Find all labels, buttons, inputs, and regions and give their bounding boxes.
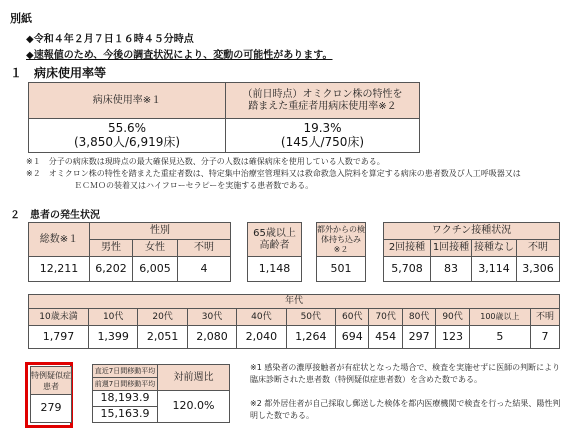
age-group-header: 70代 [369,309,402,326]
vaccine-2dose-header: 2回接種 [384,240,431,257]
vaccine-none-header: 接種なし [472,240,517,257]
elderly-header-line1: 65歳以上 [253,228,296,239]
patient-note-1-line1: ※1 感染者の濃厚接触者が有症状となった場合で、検査を実施せずに医師の判断により [250,363,561,372]
previous-average-value: 15,163.9 [93,407,158,423]
vaccine-unknown-value: 3,306 [517,257,560,282]
section1-title: １ 病床使用率等 [10,66,107,80]
age-table [28,294,560,349]
outside-header-line1: 都外からの検 [317,224,365,234]
vaccine-none-value: 3,114 [472,257,517,282]
age-group-header: 20代 [138,309,187,326]
bed-rate-header: 病床使用率※１ [29,83,226,119]
special-cases-header-line2: 患者 [43,381,59,391]
severe-bed-rate-header-line2: 踏まえた重症者用病床使用率※２ [248,100,397,112]
special-cases-header-line1: 特例疑似症 [31,370,71,380]
patient-note-2-line1: ※2 都外居住者が自己採取し郵送した検体を都内医療機関で検査を行った結果、陽性判 [250,399,561,408]
outside-header-line2: 体持ち込み [321,234,361,244]
recent-average-value: 18,193.9 [93,391,158,407]
age-group-value: 7 [531,326,560,349]
elderly-header [248,223,302,257]
male-header: 男性 [90,240,133,257]
moving-average-table [92,364,230,423]
age-group-header: 不明 [531,309,560,326]
age-group-value: 297 [402,326,435,349]
age-group-header: 90代 [436,309,469,326]
severe-bed-rate-cell [226,119,420,153]
special-cases-value: 279 [31,395,72,423]
page-title: 別紙 [10,12,32,25]
elderly-value: 1,148 [248,257,302,282]
vaccine-1dose-header: 1回接種 [431,240,472,257]
age-group-header: 60代 [336,309,369,326]
severe-bed-rate-header [226,83,420,119]
age-group-value: 1,797 [29,326,89,349]
age-group-value: 2,080 [187,326,236,349]
sex-unknown-header: 不明 [178,240,231,257]
vaccine-1dose-value: 83 [431,257,472,282]
outside-header [317,223,366,257]
severe-bed-rate-header-line1: （前日時点）オミクロン株の特性を [242,89,403,100]
bed-rate-cell [29,119,226,153]
age-group-value: 2,040 [237,326,286,349]
age-group-header: 40代 [237,309,286,326]
bed-rate-detail: (3,850人/6,919床) [73,134,181,149]
warning-note: ◆速報値のため、今後の調査状況により、変動の可能性があります。 [26,50,333,61]
vaccine-table [383,222,560,282]
vaccine-unknown-header: 不明 [517,240,560,257]
outside-header-line3: ※２ [333,244,349,254]
special-cases-table [30,366,72,423]
age-group-value: 123 [436,326,469,349]
age-group-value: 5 [469,326,530,349]
weekly-ratio-value: 120.0% [158,391,230,423]
female-value: 6,005 [133,257,178,282]
age-group-header: 100歳以上 [469,309,530,326]
bed-note-2-line1: ※２ オミクロン株の特性を踏まえた重症者数は、特定集中治療室管理料又は救命救急入院料を算定する病床の患者数及び人工呼吸器又は [26,169,521,178]
age-group-value: 2,051 [138,326,187,349]
age-group-header: 30代 [187,309,236,326]
weekly-ratio-header: 対前週比 [158,365,230,391]
age-group-header: 50代 [286,309,335,326]
age-group-value: 454 [369,326,402,349]
age-group-header: 10歳未満 [29,309,89,326]
age-group-header: 80代 [402,309,435,326]
age-header: 年代 [29,295,560,309]
outside-table [316,222,366,282]
special-cases-header [31,367,72,395]
elderly-header-line2: 高齢者 [259,239,290,251]
bed-note-1: ※１ 分子の病床数は現時点の最大確保見込数、分子の人数は確保病床を使用している人数である。 [26,157,385,166]
sex-unknown-value: 4 [178,257,231,282]
bed-rate-value: 55.6% [107,120,147,135]
sex-header: 性別 [90,223,231,240]
section2-title: ２ 患者の発生状況 [10,210,100,221]
recent-average-header: 直近7日間移動平均 [93,365,158,378]
severe-bed-rate-value: 19.3% [303,120,342,135]
vaccine-2dose-value: 5,708 [384,257,431,282]
outside-value: 501 [317,257,366,282]
male-value: 6,202 [90,257,133,282]
age-group-header: 10代 [88,309,137,326]
age-group-value: 1,264 [286,326,335,349]
patient-note-2-line2: 明した数である。 [250,411,314,420]
female-header: 女性 [133,240,178,257]
severe-bed-rate-detail: (145人/750床) [280,134,365,149]
age-group-value: 1,399 [88,326,137,349]
patient-note-1-line2: 臨床診断された患者数（特例疑似症患者数）を含めた数である。 [250,375,482,384]
age-group-value: 694 [336,326,369,349]
patients-sex-table [28,222,231,282]
vaccine-header: ワクチン接種状況 [384,223,560,240]
bed-note-2-line2: ＥＣＭＯの装着又はハイフローセラピーを実施する患者数である。 [74,181,314,190]
elderly-table [247,222,302,282]
previous-average-header: 前週7日間移動平均 [93,378,158,391]
total-value: 12,211 [29,257,90,282]
bed-occupancy-table [28,82,420,153]
total-header: 総数※１ [29,223,90,257]
timestamp: ◆令和４年２月７日１６時４５分時点 [26,34,194,45]
